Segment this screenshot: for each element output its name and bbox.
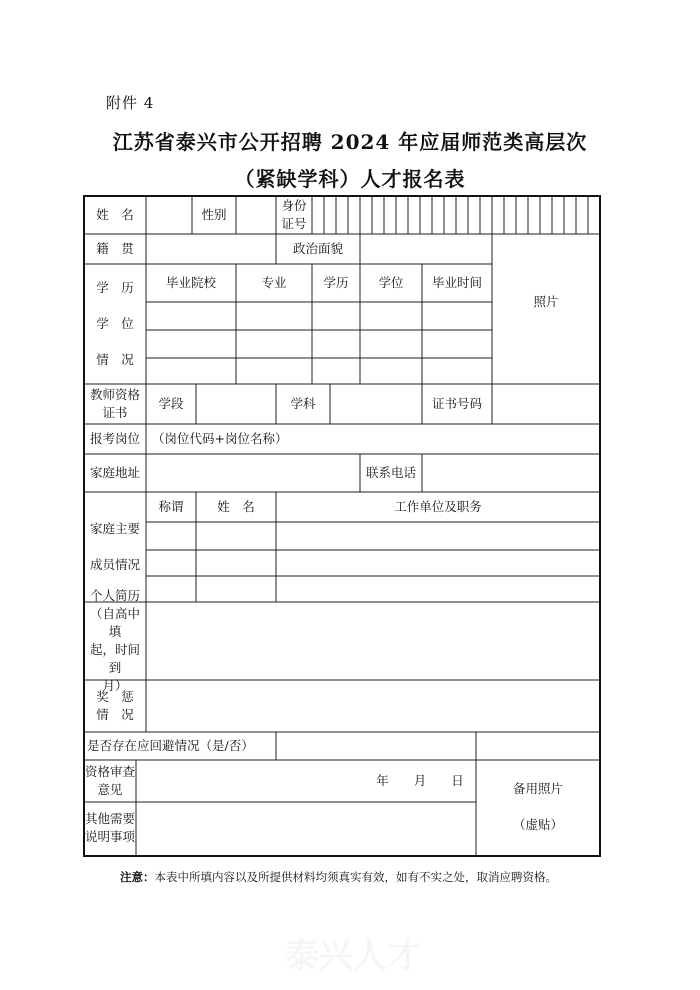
- label-school: 毕业院校: [165, 274, 216, 290]
- label-resume: 个人简历 （自高中填 起，时间到 月）: [89, 587, 140, 694]
- label-native-place: 籍 贯: [96, 240, 134, 256]
- label-major: 专业: [261, 274, 287, 290]
- label-family: 家庭主要 成员情况: [89, 520, 140, 573]
- label-id-card: 身份 证号: [281, 197, 307, 231]
- label-work-unit: 工作单位及职务: [394, 498, 482, 514]
- notice-label: 注意：: [120, 870, 155, 884]
- position-hint: （岗位代码+岗位名称）: [152, 430, 288, 446]
- watermark: [258, 930, 448, 974]
- label-political: 政治面貌: [292, 240, 343, 256]
- review-date: 年 月 日: [376, 772, 464, 788]
- label-grad-time: 毕业时间: [431, 274, 482, 290]
- form-title-line-2: （紧缺学科）人才报名表: [234, 167, 466, 191]
- watermark-text: 泰兴人才: [285, 935, 421, 976]
- label-other: 其他需要 说明事项: [84, 810, 135, 844]
- label-relation: 称谓: [158, 498, 184, 514]
- attachment-label: 附件 4: [106, 94, 155, 112]
- notice: [120, 869, 557, 885]
- label-stage: 学段: [158, 395, 184, 411]
- label-spare-photo: 备用照片 （虚贴）: [512, 780, 563, 833]
- label-member-name: 姓 名: [217, 498, 255, 514]
- form-title-line-1: 江苏省泰兴市公开招聘 2024 年应届师范类高层次: [112, 130, 588, 154]
- label-position: 报考岗位: [89, 430, 140, 446]
- label-avoid: 是否存在应回避情况（是/否）: [87, 737, 254, 753]
- label-education: 学 历 学 位 情 况: [96, 279, 134, 368]
- notice-text: 本表中所填内容以及所提供材料均须真实有效，如有不实之处，取消应聘资格。: [154, 870, 557, 884]
- label-teacher-cert: 教师资格 证书: [89, 386, 140, 420]
- label-name: 姓 名: [96, 206, 134, 222]
- label-review: 资格审查 意见: [84, 763, 135, 797]
- label-address: 家庭地址: [89, 464, 140, 480]
- label-subject: 学科: [290, 395, 316, 411]
- label-gender: 性别: [201, 206, 227, 222]
- label-awards: 奖 惩 情 况: [96, 688, 134, 722]
- label-edu: 学历: [323, 274, 349, 290]
- label-degree: 学位: [378, 274, 404, 290]
- label-photo: 照片: [533, 293, 559, 309]
- label-phone: 联系电话: [365, 464, 416, 480]
- label-cert-no: 证书号码: [431, 395, 482, 411]
